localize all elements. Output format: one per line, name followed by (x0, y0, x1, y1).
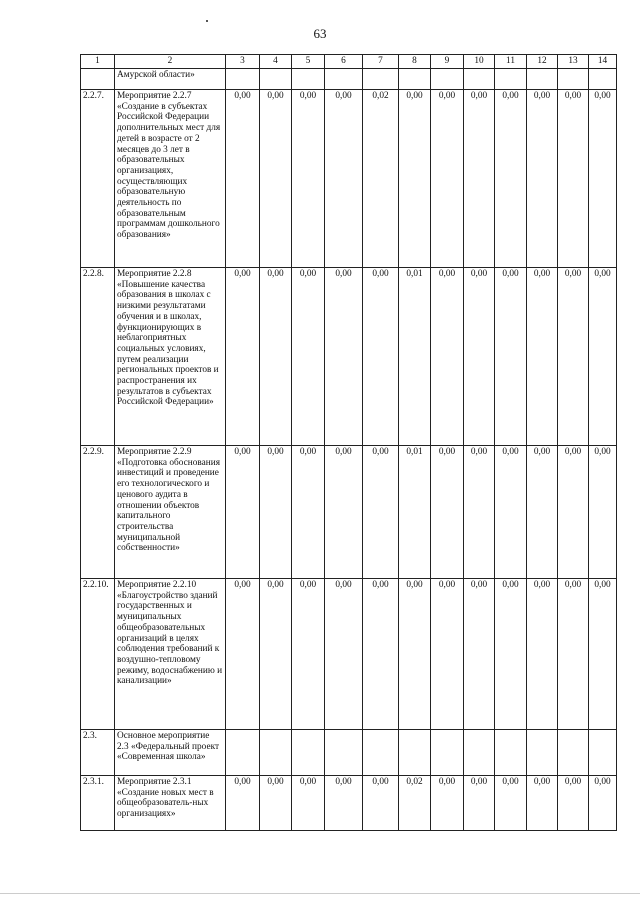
value-cell: 0,00 (464, 776, 495, 831)
value-cell: 0,00 (363, 268, 399, 446)
row-code: 2.2.9. (81, 446, 115, 579)
column-number: 12 (527, 55, 558, 69)
value-cell: 0,00 (399, 579, 431, 730)
value-cell: 0,00 (292, 776, 325, 831)
value-cell: 0,00 (431, 579, 464, 730)
value-cell: 0,00 (226, 579, 260, 730)
column-number: 6 (325, 55, 363, 69)
table-row (81, 90, 617, 268)
value-cell: 0,02 (363, 90, 399, 268)
value-cell (464, 730, 495, 776)
value-cell: 0,00 (325, 776, 363, 831)
column-number: 9 (431, 55, 464, 69)
value-cell (431, 730, 464, 776)
value-cell (558, 730, 589, 776)
value-cell: 0,00 (589, 90, 617, 268)
value-cell: 0,00 (464, 268, 495, 446)
table-row (81, 579, 617, 730)
column-number: 10 (464, 55, 495, 69)
value-cell: 0,00 (226, 268, 260, 446)
value-cell: 0,00 (260, 776, 292, 831)
budget-table (80, 54, 617, 831)
value-cell: 0,00 (589, 776, 617, 831)
value-cell: 0,00 (589, 446, 617, 579)
value-cell (226, 730, 260, 776)
value-cell: 0,00 (527, 579, 558, 730)
value-cell: 0,00 (260, 579, 292, 730)
value-cell: 0,00 (431, 90, 464, 268)
value-cell: 0,00 (527, 90, 558, 268)
row-description: Амурской области» (115, 69, 226, 90)
column-number: 11 (495, 55, 527, 69)
value-cell: 0,00 (495, 90, 527, 268)
table-row (81, 730, 617, 776)
value-cell: 0,00 (363, 776, 399, 831)
value-cell: 0,00 (363, 446, 399, 579)
value-cell (399, 730, 431, 776)
value-cell (292, 730, 325, 776)
column-number-row (81, 55, 617, 69)
value-cell: 0,00 (464, 90, 495, 268)
value-cell: 0,00 (527, 268, 558, 446)
table-row (81, 268, 617, 446)
column-number: 4 (260, 55, 292, 69)
table-row (81, 776, 617, 831)
value-cell: 0,00 (260, 446, 292, 579)
value-cell: 0,00 (260, 90, 292, 268)
value-cell: 0,00 (589, 268, 617, 446)
value-cell: 0,00 (431, 446, 464, 579)
value-cell: 0,00 (325, 446, 363, 579)
row-description: Основное мероприятие 2.3 «Федеральный проект «Современная школа» (115, 730, 226, 776)
value-cell (325, 730, 363, 776)
value-cell: 0,00 (495, 579, 527, 730)
value-cell (363, 730, 399, 776)
row-description: Мероприятие 2.2.9 «Подготовка обоснования инвестиций и проведение его технологического и ценового аудита в отношении объектов капитального строительства муниципальной собственности» (115, 446, 226, 579)
value-cell: 0,00 (325, 268, 363, 446)
continuation-row (81, 69, 617, 90)
row-code (81, 69, 115, 90)
scan-edge-line (0, 893, 640, 894)
value-cell: 0,01 (399, 268, 431, 446)
value-cell: 0,00 (226, 446, 260, 579)
row-description: Мероприятие 2.2.8 «Повышение качества образования в школах с низкими результатами обучения и в школах, функционирующих в неблагоприятных социальных условиях, путем реализации региональных проектов и распространения их результатов в субъектах Российской Федерации» (115, 268, 226, 446)
value-cell: 0,01 (399, 446, 431, 579)
value-cell: 0,00 (292, 90, 325, 268)
column-number: 2 (115, 55, 226, 69)
value-cell: 0,00 (527, 776, 558, 831)
row-code: 2.3.1. (81, 776, 115, 831)
column-number: 3 (226, 55, 260, 69)
value-cell: 0,00 (558, 776, 589, 831)
value-cell: 0,00 (226, 776, 260, 831)
value-cell: 0,00 (399, 90, 431, 268)
value-cell: 0,02 (399, 776, 431, 831)
row-code: 2.2.10. (81, 579, 115, 730)
scan-speck (206, 20, 208, 22)
row-description: Мероприятие 2.3.1 «Создание новых мест в общеобразователь-ных организациях» (115, 776, 226, 831)
value-cell: 0,00 (558, 446, 589, 579)
column-number: 5 (292, 55, 325, 69)
value-cell: 0,00 (589, 579, 617, 730)
value-cell: 0,00 (325, 90, 363, 268)
value-cell: 0,00 (292, 579, 325, 730)
value-cell: 0,00 (260, 268, 292, 446)
value-cell: 0,00 (226, 90, 260, 268)
value-cell: 0,00 (464, 579, 495, 730)
value-cell (260, 730, 292, 776)
row-code: 2.2.7. (81, 90, 115, 268)
value-cell: 0,00 (292, 268, 325, 446)
value-cell: 0,00 (495, 776, 527, 831)
value-cell: 0,00 (363, 579, 399, 730)
page-number: 63 (313, 26, 327, 41)
value-cell: 0,00 (527, 446, 558, 579)
value-cell: 0,00 (495, 446, 527, 579)
value-cell: 0,00 (325, 579, 363, 730)
value-cell: 0,00 (431, 268, 464, 446)
value-cell: 0,00 (558, 90, 589, 268)
value-cell: 0,00 (464, 446, 495, 579)
column-number: 7 (363, 55, 399, 69)
value-cell: 0,00 (292, 446, 325, 579)
value-cell (527, 730, 558, 776)
row-code: 2.2.8. (81, 268, 115, 446)
value-cell (495, 730, 527, 776)
column-number: 14 (589, 55, 617, 69)
column-number: 1 (81, 55, 115, 69)
row-code: 2.3. (81, 730, 115, 776)
value-cell: 0,00 (558, 579, 589, 730)
row-description: Мероприятие 2.2.7 «Создание в субъектах Российской Федерации дополнительных мест для детей в возрасте от 2 месяцев до 3 лет в образовательных организациях, осуществляющих образовательную деятельность по образовательным программам дошкольного образования» (115, 90, 226, 268)
column-number: 8 (399, 55, 431, 69)
column-number: 13 (558, 55, 589, 69)
value-cell: 0,00 (431, 776, 464, 831)
value-cell (589, 730, 617, 776)
row-description: Мероприятие 2.2.10 «Благоустройство зданий государственных и муниципальных общеобразовательных организаций в целях соблюдения требований к воздушно-тепловому режиму, водоснабжению и канализации» (115, 579, 226, 730)
table-row (81, 446, 617, 579)
value-cell: 0,00 (495, 268, 527, 446)
value-cell: 0,00 (558, 268, 589, 446)
